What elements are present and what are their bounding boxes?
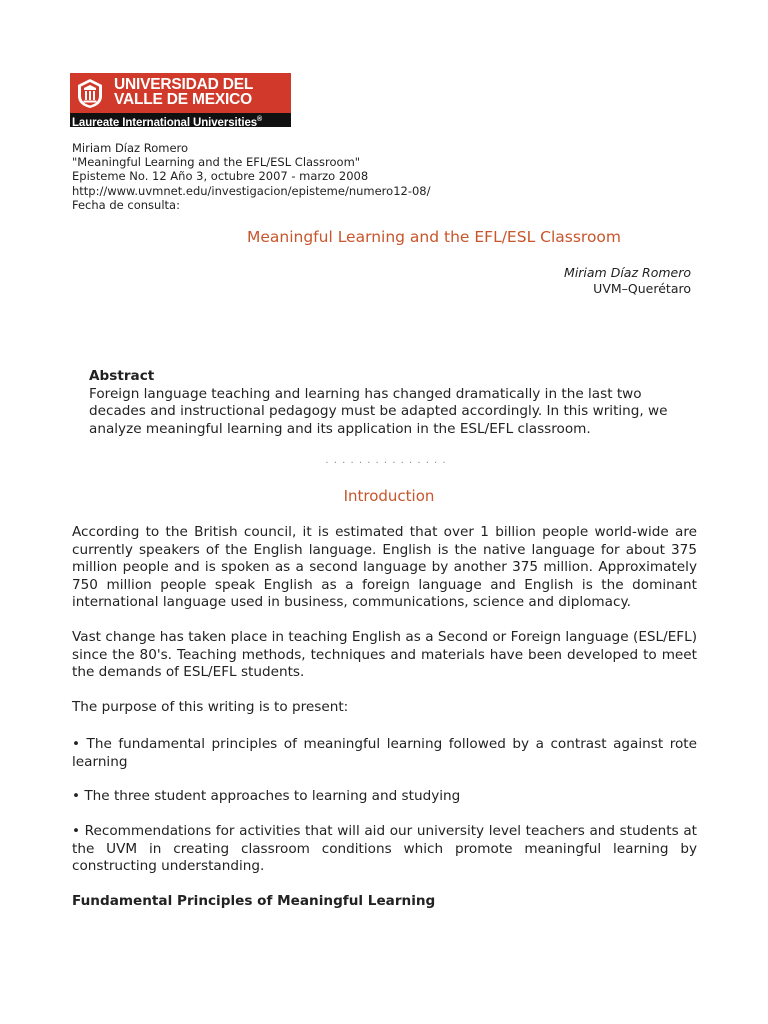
citation-title: "Meaningful Learning and the EFL/ESL Classroom": [72, 155, 361, 170]
logo-tagline: Laureate International Universities: [72, 116, 258, 129]
article-title: Meaningful Learning and the EFL/ESL Classroom: [246, 228, 622, 246]
citation-url[interactable]: http://www.uvmnet.edu/investigacion/episteme/numero12-08/: [72, 183, 431, 198]
intro-paragraph-1: According to the British council, it is estimated that over 1 billion people world-wide are currently speakers of the English language. English is the native language for about 375 million people and is spoken as a second language by another 375 million. Approximately 750 million people speak English as a foreign language and English is the dominant international language used in business, communications, science and diplomacy.: [72, 524, 697, 611]
abstract-text: Foreign language teaching and learning has changed dramatically in the last two decades and instructional pedagogy must be adapted accordingly. In this writing, we analyze meaningful learning and its application in the ESL/EFL classroom.: [89, 385, 668, 437]
section-subheading: Fundamental Principles of Meaningful Learning: [72, 893, 436, 909]
citation-consulted: Fecha de consulta:: [72, 197, 180, 212]
introduction-heading: Introduction: [343, 487, 435, 505]
citation-author: Miriam Díaz Romero: [72, 141, 189, 155]
list-item: • The fundamental principles of meaningful learning followed by a contrast against rote learning: [72, 736, 697, 770]
intro-paragraph-3: The purpose of this writing is to present:: [72, 699, 349, 715]
author-block: [564, 265, 691, 297]
list-item: • Recommendations for activities that will aid our university level teachers and students at the UVM in creating classroom conditions which promote meaningful learning by constructing understanding.: [72, 823, 697, 875]
university-seal-icon: [73, 76, 107, 110]
intro-paragraph-2: Vast change has taken place in teaching English as a Second or Foreign language (ESL/EFL) since the 80's. Teaching methods, techniques and materials have been developed to meet the demands of ESL/EFL students.: [72, 629, 697, 681]
abstract-heading: Abstract: [89, 368, 155, 384]
citation-block: [72, 141, 431, 212]
logo-name-line1: UNIVERSIDAD DEL: [114, 76, 254, 93]
abstract: [89, 368, 669, 438]
author-name: Miriam Díaz Romero: [564, 265, 691, 280]
author-affiliation: UVM–Querétaro: [593, 281, 691, 296]
logo-tagline-band: [70, 113, 291, 127]
citation-issue: Episteme No. 12 Año 3, octubre 2007 - marzo 2008: [72, 169, 369, 184]
logo-university-name: [114, 77, 290, 107]
section-separator: · · · · · · · · · · · · · · ·: [325, 458, 447, 469]
registered-mark: ®: [257, 116, 263, 123]
university-logo: [70, 73, 291, 127]
logo-red-band: [70, 73, 291, 113]
logo-name-line2: VALLE DE MEXICO: [114, 91, 252, 108]
list-item: • The three student approaches to learning and studying: [72, 788, 461, 804]
